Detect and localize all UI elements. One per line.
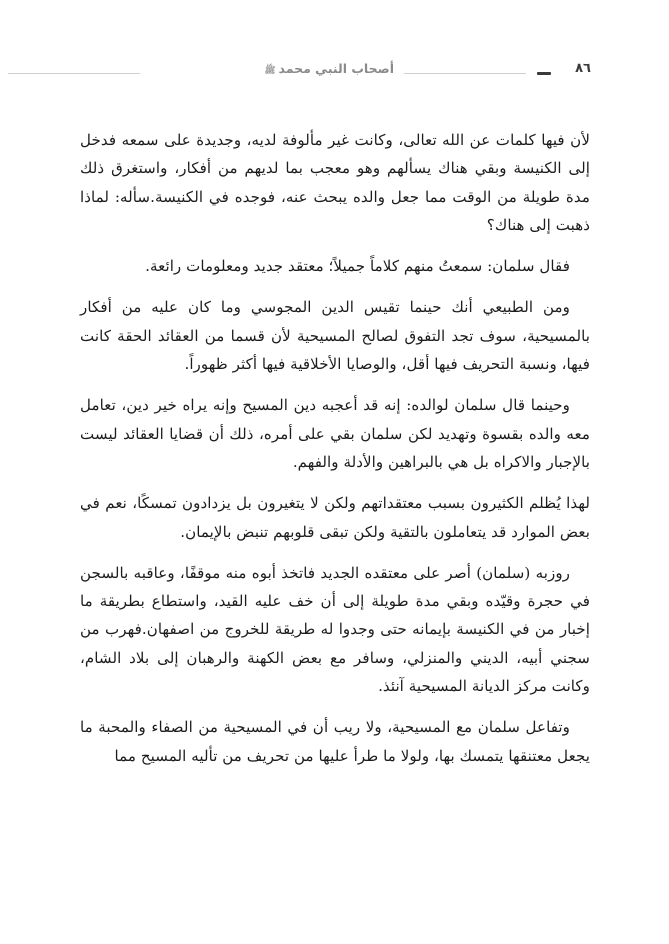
paragraph: لهذا يُظلم الكثيرون بسبب معتقداتهم ولكن لا يتغيرون بل يزدادون تمسكًا، نعم في بعض الموارد قد يتعاملون بالتقية ولكن تبقى قلوبهم تنبض بالإيمان. <box>80 494 590 541</box>
paragraph: لأن فيها كلمات عن الله تعالى، وكانت غير مألوفة لديه، وجديدة على سمعه فدخل إلى الكنيسة وبقي هناك يسألهم وهو معجب بما لديهم من أفكار، واستغرق ذلك مدة طويلة من الوقت مما جعل والده يبحث عنه، فوجده في الكنيسة.سأله: لماذا ذهبت إلى هناك؟ <box>80 131 590 234</box>
paragraph: ومن الطبيعي أنك حينما تقيس الدين المجوسي وما كان عليه من أفكار بالمسيحية، سوف تجد التفوق لصالح المسيحية لأن قسما من العقائد الحقة كانت فيها، ونسبة التحريف فيها أقل، والوصايا الأخلاقية فيها أكثر ظهوراً. <box>80 298 590 374</box>
header-dash-ornament <box>537 72 551 75</box>
header-rule-right <box>404 73 526 74</box>
paragraph: روزبه (سلمان) أصر على معتقده الجديد فاتخذ أبوه منه موقفًا، وعاقبه بالسجن في حجرة وقيّده وبقي مدة طويلة إلى أن خف عليه القيد، واستطاع بطريقة ما إخبار من في الكنيسة بإيمانه حتى وجدوا له طريقة للخروج من اصفهان.فهرب من سجني أبيه، الديني والمنزلي، وسافر مع بعض الكهنة والرهبان إلى بلاد الشام، وكانت مركز الديانة المسيحية آنئذ. <box>80 563 590 696</box>
paragraph: فقال سلمان: سمعتُ منهم كلاماً جميلاً؛ معتقد جديد ومعلومات رائعة. <box>145 257 570 276</box>
book-title-text: أصحاب النبي محمد <box>278 61 394 76</box>
paragraph: وتفاعل سلمان مع المسيحية، ولا ريب أن في المسيحية من الصفاء والمحبة ما يجعل معتنقها يتمسك بها، ولولا ما طرأ عليها من تحريف من تأليه المسيح مما <box>80 718 590 765</box>
book-title <box>265 61 394 78</box>
running-header <box>0 58 669 88</box>
body-text <box>80 126 590 783</box>
header-rule-left <box>8 73 140 74</box>
honorific-glyph: ﷺ <box>264 66 276 76</box>
page-number: ٨٦ <box>575 61 591 76</box>
paragraph: وحينما قال سلمان لوالده: إنه قد أعجبه دين المسيح وإنه يراه خير دين، تعامل معه والده بقسوة وتهديد لكن سلمان بقي على أمره، ذلك أن قضايا العقائد ليست بالإجبار والاكراه بل هي بالبراهين والأدلة والفهم. <box>80 396 590 471</box>
